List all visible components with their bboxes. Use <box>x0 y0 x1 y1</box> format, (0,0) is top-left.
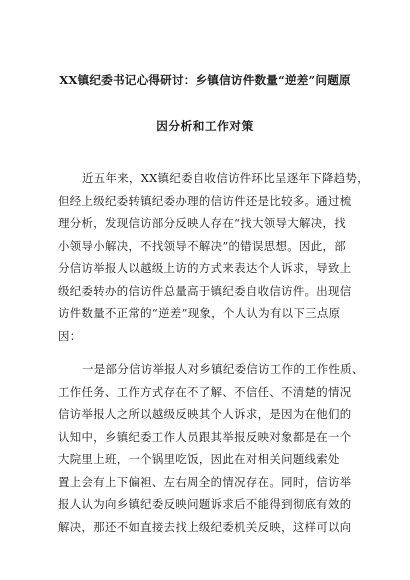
paragraph-1-line: 因： <box>58 328 82 343</box>
paragraph-1-line: 访件数量不正常的“逆差”现象，个人认为有以下三点原 <box>58 306 341 320</box>
paragraph-1-line: 级纪委转办的信访件总量高于镇纪委自收信访件。出现信 <box>58 283 352 298</box>
paragraph-1 <box>58 167 369 347</box>
paragraph-1-line: 分信访举报人以越级上访的方式来表达个人诉求，导致上 <box>58 261 352 275</box>
paragraph-2 <box>58 358 364 538</box>
paragraph-2-line: 报人认为向乡镇纪委反映问题诉求后不能得到彻底有效的 <box>58 497 352 511</box>
paragraph-1-line: 但经上级纪委转镇纪委办理的信访件还是比较多。通过梳 <box>58 193 352 208</box>
paragraph-1-line: 理分析，发现信访部分反映人存在“找大领导大解决，找 <box>58 216 346 230</box>
paragraph-2-line: 认知中，乡镇纪委工作人员跟其举报反映对象都是在一个 <box>58 429 352 444</box>
paragraph-1-line: 小领导小解决，不找领导不解决”的错误思想。因此，部 <box>58 238 346 253</box>
paragraph-2-line: 信访举报人之所以越级反映其个人诉求，是因为在他们的 <box>58 407 352 421</box>
document-title-line-1: XX镇纪委书记心得研讨：乡镇信访件数量“逆差”问题原 <box>59 73 351 87</box>
paragraph-2-line: 大院里上班，一个锅里吃饭，因此在对相关问题线索处 <box>58 452 340 466</box>
paragraph-2-line: 解决，那还不如直接去找上级纪委机关反映，这样可以向 <box>58 519 352 534</box>
paragraph-2-line: 工作任务、工作方式存在不了解、不信任、不清楚的情况 <box>58 384 352 399</box>
paragraph-2-line: 置上会有上下偏袒、左右周全的情况存在。同时，信访举 <box>58 474 352 489</box>
document-title-line-2: 因分析和工作对策 <box>156 119 254 133</box>
paragraph-2-line: 一是部分信访举报人对乡镇纪委信访工作的工作性质、 <box>82 362 364 376</box>
paragraph-1-line: 近五年来，XX镇纪委自收信访件环比呈逐年下降趋势， <box>82 171 369 185</box>
